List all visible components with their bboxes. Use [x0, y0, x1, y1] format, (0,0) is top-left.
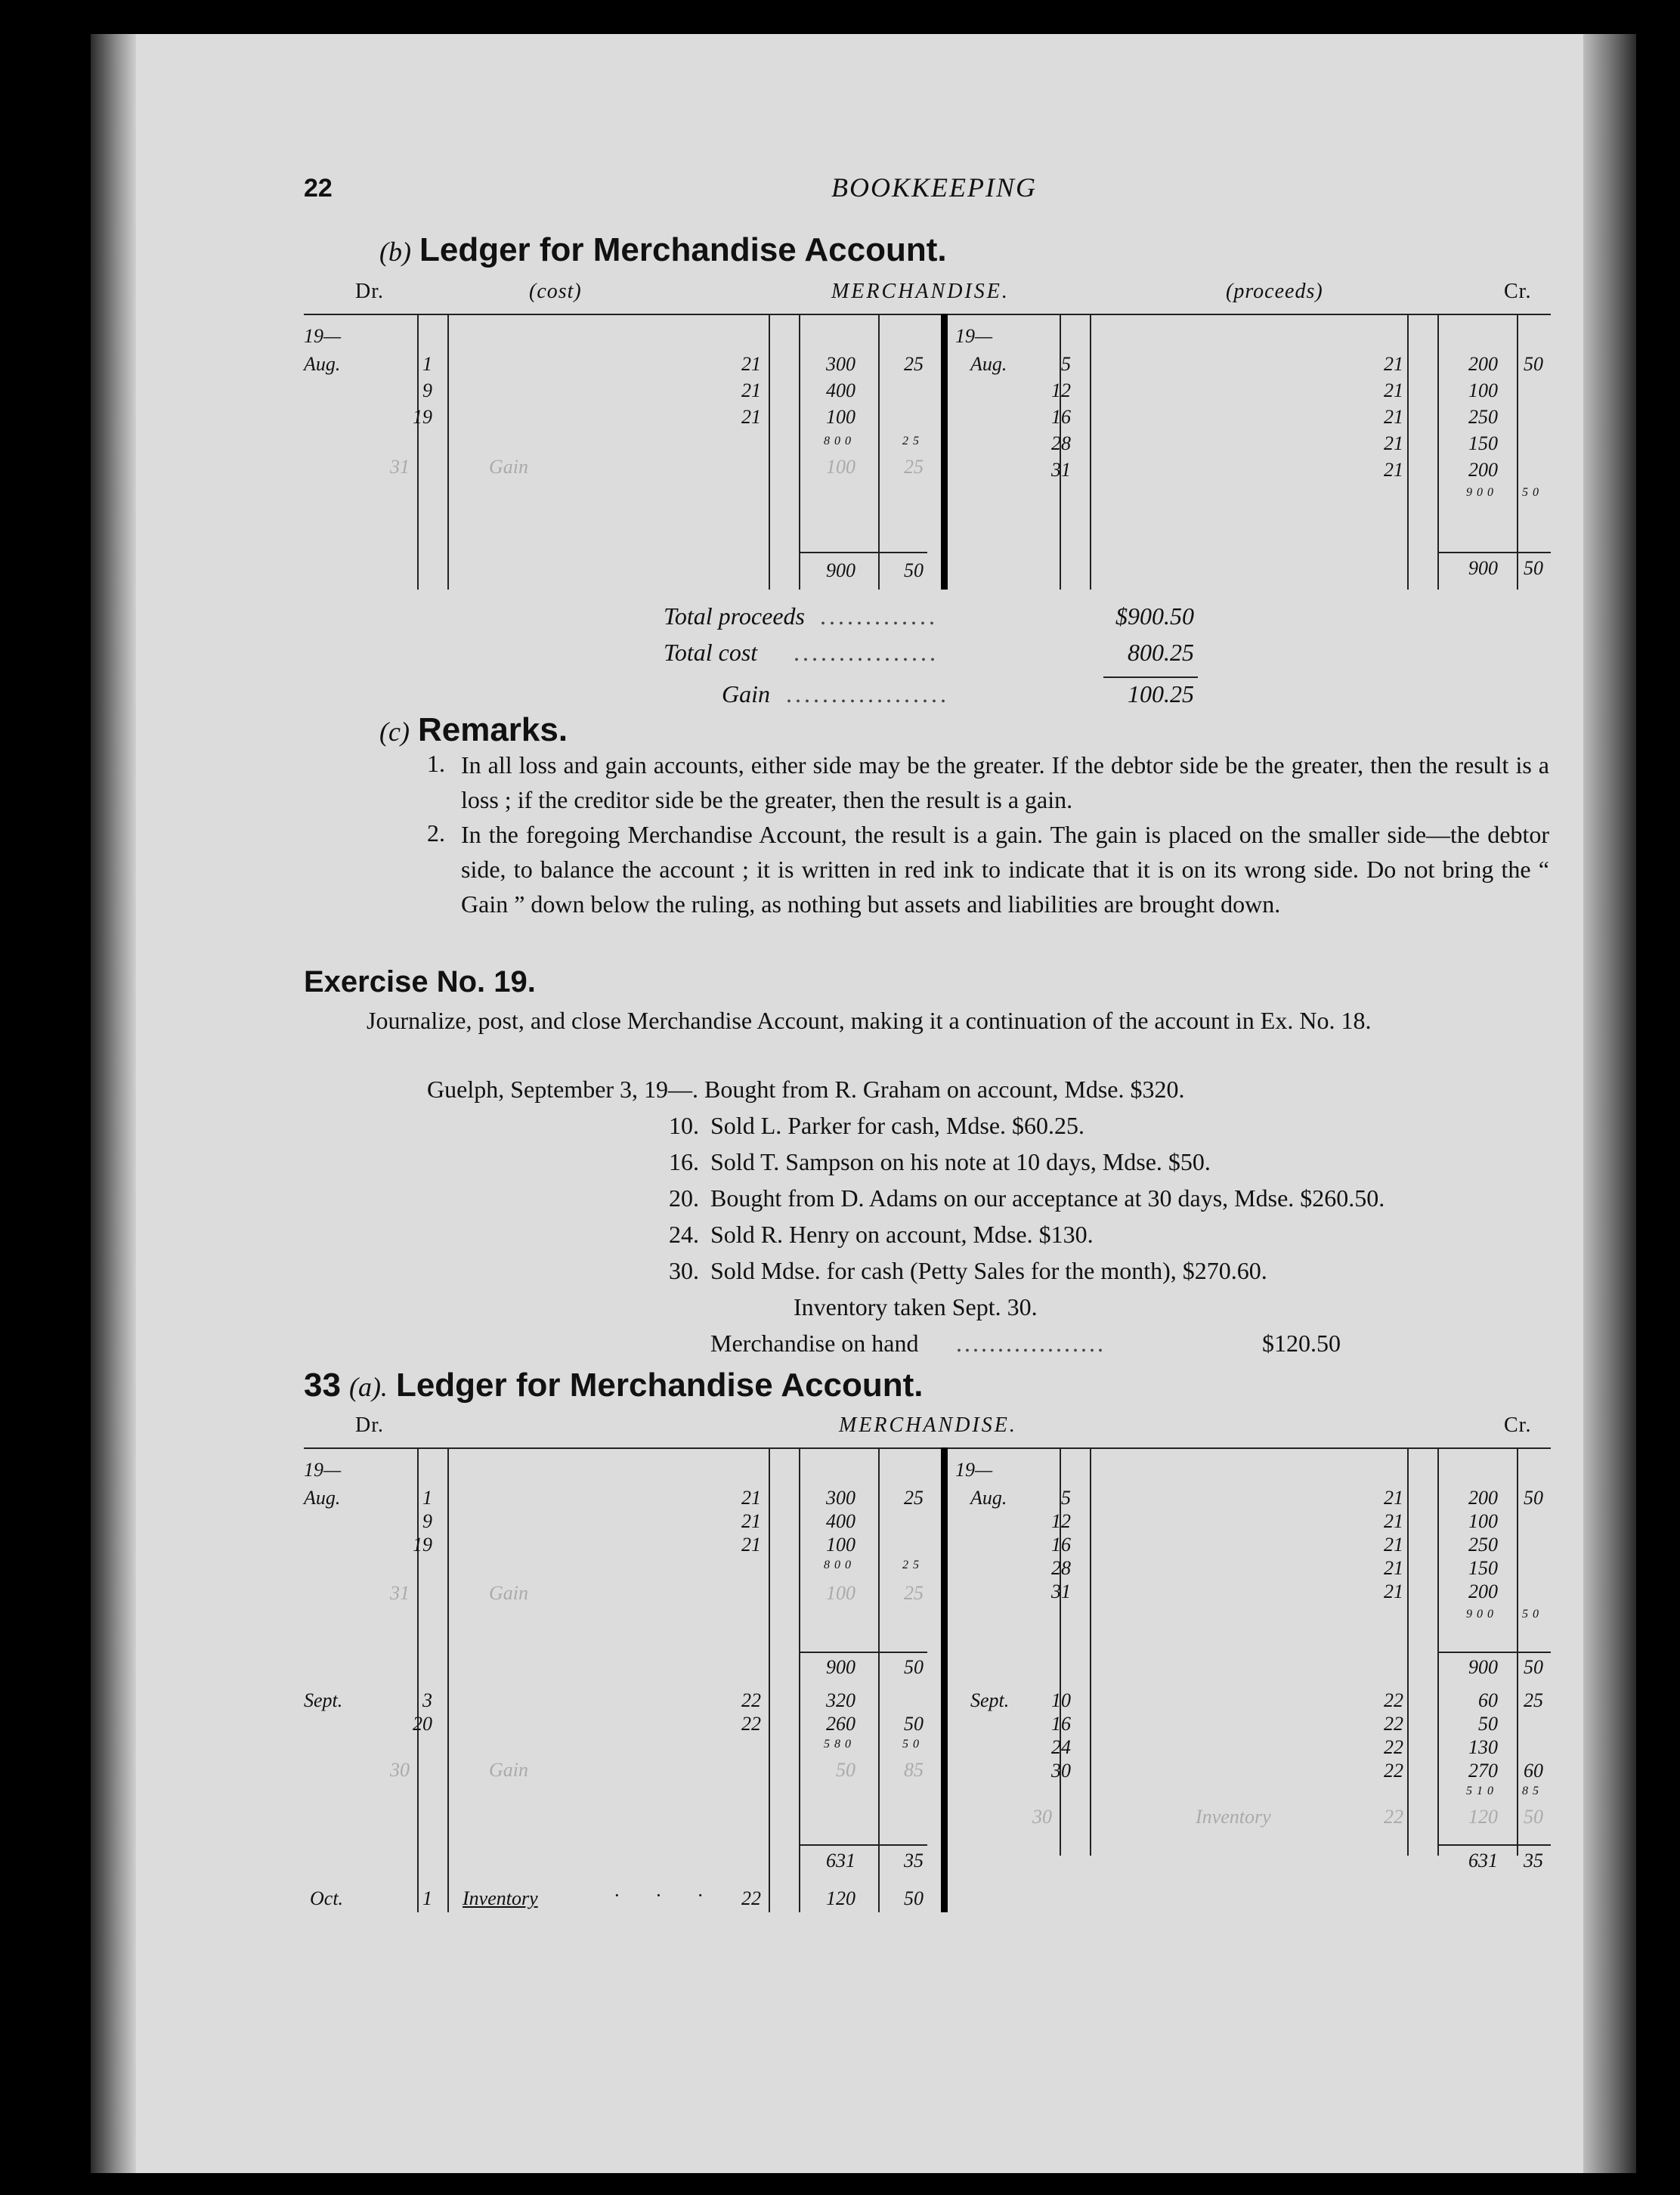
- inventory-label: Inventory: [1196, 1806, 1271, 1828]
- cr-label: Cr.: [1504, 1413, 1532, 1437]
- ledger-dollars: 260: [826, 1713, 855, 1735]
- ledger-folio: 21: [741, 353, 761, 375]
- ledger-subtotal: 900: [1466, 1608, 1498, 1621]
- section-c-heading: [379, 711, 568, 749]
- ledger-day: 24: [1051, 1736, 1071, 1758]
- summary-label: Total cost: [664, 639, 758, 666]
- month-right: Sept.: [970, 1689, 1010, 1711]
- ledger-dollars: 200: [1468, 1487, 1498, 1509]
- ledger-folio: 22: [1384, 1713, 1403, 1735]
- ledger-folio: 21: [1384, 1510, 1403, 1532]
- ledger-subtotal: 800: [824, 435, 855, 447]
- month-left: Aug.: [304, 353, 341, 375]
- ledger-dollars: 100: [826, 406, 855, 428]
- gain-cents: 25: [904, 456, 924, 478]
- ledger-cents: 50: [1524, 1487, 1543, 1509]
- ledger-folio: 22: [741, 1887, 761, 1909]
- ledger-folio: 22: [1384, 1689, 1403, 1711]
- ledger-total-cents: 50: [904, 559, 924, 581]
- ledger-folio: 22: [1384, 1736, 1403, 1758]
- section-b-marker: (b): [379, 237, 411, 267]
- ledger-total-cents: 50: [1524, 557, 1543, 579]
- year-left: 19—: [304, 325, 342, 347]
- proceeds-label: (proceeds): [1226, 280, 1323, 303]
- ledger-folio: 21: [741, 1487, 761, 1509]
- ledger-dollars: 400: [826, 1510, 855, 1532]
- ledger-subtotal-cents: 50: [902, 1738, 924, 1751]
- ledger-dollars: 400: [826, 379, 855, 401]
- ledger-day: 5: [1061, 1487, 1071, 1509]
- summary-label: Total proceeds: [664, 602, 805, 630]
- ledger-dollars: 150: [1468, 432, 1498, 454]
- dot-leader: ................: [794, 639, 939, 666]
- gain-dollars: 50: [836, 1759, 855, 1781]
- ledger-day: 16: [1051, 406, 1071, 428]
- dot-leader: · · ·: [614, 1884, 719, 1906]
- ledger-33: [304, 1447, 1551, 1912]
- ledger-subtotal: 900: [1466, 486, 1498, 499]
- ledger-day: 9: [422, 1510, 432, 1532]
- ledger-cents: 25: [904, 1487, 924, 1509]
- ledger-day: 1: [422, 1887, 432, 1909]
- ledger-dollars: 200: [1468, 353, 1498, 375]
- section-c-title: Remarks.: [417, 711, 568, 748]
- gain-label: Gain: [489, 1759, 528, 1781]
- month-right: Aug.: [970, 1487, 1007, 1509]
- ledger-dollars: 50: [1478, 1713, 1498, 1735]
- ledger-subtotal: 800: [824, 1559, 855, 1571]
- remark-1: In all loss and gain accounts, either side may be the greater. If the debtor side be the greater, then the result is a loss ; if the creditor side be the greater, then the result is a gain.: [461, 751, 1549, 813]
- account-name: MERCHANDISE.: [831, 280, 1010, 303]
- year-right: 19—: [955, 1459, 993, 1481]
- dot-leader: ..................: [956, 1330, 1106, 1357]
- ledger-dollars: 100: [826, 1534, 855, 1556]
- ledger-cents: 50: [904, 1713, 924, 1735]
- ledger-folio: 21: [741, 1510, 761, 1532]
- ledger-subtotal-cents: 85: [1522, 1785, 1543, 1797]
- month-left: Sept.: [304, 1689, 343, 1711]
- ledger-cents: 50: [904, 1887, 924, 1909]
- inventory-day: 30: [1032, 1806, 1052, 1828]
- ledger-day: 16: [1051, 1534, 1071, 1556]
- ledger-cents: 50: [1524, 353, 1543, 375]
- ledger-folio: 22: [741, 1713, 761, 1735]
- ledger-day: 20: [413, 1713, 432, 1735]
- dr-label: Dr.: [355, 1413, 384, 1437]
- ledger-dollars: 60: [1478, 1689, 1498, 1711]
- ledger-day: 19: [413, 1534, 432, 1556]
- exercise-title: Exercise No. 19.: [304, 965, 536, 998]
- ledger-day: 1: [422, 1487, 432, 1509]
- cr-label: Cr.: [1504, 280, 1532, 303]
- gain-dollars: 100: [826, 456, 855, 478]
- section-33-marker: (a).: [348, 1372, 388, 1402]
- dot-leader: .............: [820, 602, 938, 630]
- section-33-heading: [304, 1366, 924, 1404]
- ledger-day: 1: [422, 353, 432, 375]
- ledger-dollars: 200: [1468, 1580, 1498, 1602]
- ledger-folio: 21: [741, 1534, 761, 1556]
- summary-rule: [1103, 676, 1198, 678]
- on-hand-label: Merchandise on hand: [710, 1330, 919, 1357]
- ledger-total: 900: [826, 559, 855, 581]
- ledger-folio: 21: [741, 406, 761, 428]
- gain-day: 30: [390, 1759, 410, 1781]
- ledger-dollars: 100: [1468, 379, 1498, 401]
- ledger-day: 28: [1051, 1557, 1071, 1579]
- dot-leader: ..................: [786, 680, 949, 707]
- ledger-dollars: 130: [1468, 1736, 1498, 1758]
- ledger-subtotal-cents: 25: [902, 1559, 924, 1571]
- section-b-title: Ledger for Merchandise Account.: [419, 231, 947, 268]
- gain-cents: 85: [904, 1759, 924, 1781]
- remark-number: 1.: [427, 750, 445, 777]
- ledger-cents: 25: [904, 353, 924, 375]
- ledger-dollars: 100: [1468, 1510, 1498, 1532]
- account-name: MERCHANDISE.: [839, 1413, 1017, 1437]
- ledger-day: 31: [1051, 1580, 1071, 1602]
- ledger-folio: 21: [1384, 379, 1403, 401]
- month-left: Oct.: [310, 1887, 344, 1909]
- page-edge-shadow: [1583, 34, 1636, 2173]
- gain-cents: 25: [904, 1582, 924, 1604]
- ledger-day: 3: [422, 1689, 432, 1711]
- ledger-folio: 21: [1384, 1580, 1403, 1602]
- ledger-dollars: 120: [826, 1887, 855, 1909]
- remark-number: 2.: [427, 819, 445, 847]
- ledger-total-cents: 50: [1524, 1656, 1543, 1678]
- ledger-subtotal: 510: [1466, 1785, 1498, 1797]
- ledger-folio: 22: [1384, 1760, 1403, 1782]
- gain-day: 31: [390, 1582, 410, 1604]
- page-binding-shadow: [91, 34, 136, 2173]
- month-left: Aug.: [304, 1487, 341, 1509]
- ledger-folio: 21: [1384, 1557, 1403, 1579]
- ledger-dollars: 150: [1468, 1557, 1498, 1579]
- cost-label: (cost): [529, 280, 582, 303]
- month-right: Aug.: [970, 353, 1007, 375]
- ledger-dollars: 200: [1468, 459, 1498, 481]
- page-number: 22: [304, 174, 333, 203]
- ledger-subtotal: 580: [824, 1738, 855, 1751]
- remark-2: In the foregoing Merchandise Account, the result is a gain. The gain is placed on the smaller side—the debtor side, to balance the account ; it is written in red ink to indicate that it is on its wrong side. Do not bring the “ Gain ” down below the ruling, as nothing but assets and liabilities are brought down.: [461, 821, 1549, 918]
- gain-label: Gain: [489, 456, 528, 478]
- section-33-number: 33: [304, 1367, 341, 1404]
- entry-day: 20.: [669, 1184, 699, 1212]
- ledger-day: 30: [1051, 1760, 1071, 1782]
- ledger-b: [304, 314, 1551, 590]
- entry-text: Sold T. Sampson on his note at 10 days, Mdse. $50.: [710, 1148, 1211, 1175]
- ledger-folio: 21: [1384, 406, 1403, 428]
- ledger-dollars: 270: [1468, 1760, 1498, 1782]
- ledger-total: 631: [826, 1850, 855, 1871]
- ledger-folio: 22: [741, 1689, 761, 1711]
- ledger-total: 900: [826, 1656, 855, 1678]
- ledger-folio: 21: [1384, 432, 1403, 454]
- ledger-folio: 21: [1384, 353, 1403, 375]
- section-33-title: Ledger for Merchandise Account.: [395, 1367, 924, 1404]
- ledger-day: 31: [1051, 459, 1071, 481]
- ledger-dollars: 250: [1468, 1534, 1498, 1556]
- entry-text: Sold L. Parker for cash, Mdse. $60.25.: [710, 1112, 1085, 1139]
- section-c-marker: (c): [379, 717, 410, 747]
- ledger-subtotal-cents: 25: [902, 435, 924, 447]
- entry-day: 10.: [669, 1112, 699, 1139]
- running-title: BOOKKEEPING: [831, 172, 1037, 203]
- summary-value: $900.50: [1115, 602, 1194, 630]
- ledger-folio: 21: [1384, 459, 1403, 481]
- ledger-folio: 21: [741, 379, 761, 401]
- ledger-total-cents: 35: [904, 1850, 924, 1871]
- summary-label: Gain: [722, 680, 770, 707]
- ledger-total: 631: [1468, 1850, 1498, 1871]
- ledger-day: 19: [413, 406, 432, 428]
- inventory-folio: 22: [1384, 1806, 1403, 1828]
- ledger-day: 12: [1051, 379, 1071, 401]
- inventory-note: Inventory taken Sept. 30.: [794, 1293, 1038, 1320]
- section-b-heading: [379, 231, 947, 269]
- entry-text: Sold Mdse. for cash (Petty Sales for the month), $270.60.: [710, 1257, 1267, 1284]
- entry-day: 16.: [669, 1148, 699, 1175]
- entry-day: 24.: [669, 1221, 699, 1248]
- ledger-cents: 25: [1524, 1689, 1543, 1711]
- ledger-day: 5: [1061, 353, 1071, 375]
- ledger-dollars: 300: [826, 353, 855, 375]
- ledger-folio: 21: [1384, 1534, 1403, 1556]
- ledger-total: 900: [1468, 557, 1498, 579]
- summary-value: 100.25: [1128, 680, 1194, 707]
- ledger-day: 28: [1051, 432, 1071, 454]
- entry-day: 30.: [669, 1257, 699, 1284]
- exercise-intro: Journalize, post, and close Merchandise Account, making it a continuation of the account in Ex. No. 18.: [367, 1007, 1372, 1034]
- gain-dollars: 100: [826, 1582, 855, 1604]
- summary-value: 800.25: [1128, 639, 1194, 666]
- ledger-folio: 21: [1384, 1487, 1403, 1509]
- on-hand-value: $120.50: [1262, 1330, 1341, 1357]
- ledger-total-cents: 35: [1524, 1850, 1543, 1871]
- ledger-day: 12: [1051, 1510, 1071, 1532]
- ledger-dollars: 300: [826, 1487, 855, 1509]
- ledger-subtotal-cents: 50: [1522, 486, 1543, 499]
- gain-label: Gain: [489, 1582, 528, 1604]
- entry-text: Sold R. Henry on account, Mdse. $130.: [710, 1221, 1094, 1248]
- dr-label: Dr.: [355, 280, 384, 303]
- inventory-cents: 50: [1524, 1806, 1543, 1828]
- ledger-day: 16: [1051, 1713, 1071, 1735]
- oct-inventory-label: Inventory: [463, 1887, 538, 1909]
- inventory-dollars: 120: [1468, 1806, 1498, 1828]
- ledger-total: 900: [1468, 1656, 1498, 1678]
- book-page: [91, 34, 1636, 2173]
- ledger-day: 10: [1051, 1689, 1071, 1711]
- ledger-dollars: 320: [826, 1689, 855, 1711]
- year-right: 19—: [955, 325, 993, 347]
- year-left: 19—: [304, 1459, 342, 1481]
- ledger-dollars: 250: [1468, 406, 1498, 428]
- ledger-day: 9: [422, 379, 432, 401]
- exercise-first-entry: Guelph, September 3, 19—. Bought from R. Graham on account, Mdse. $320.: [427, 1076, 1185, 1103]
- ledger-cents: 60: [1524, 1760, 1543, 1782]
- entry-text: Bought from D. Adams on our acceptance at 30 days, Mdse. $260.50.: [710, 1184, 1385, 1212]
- gain-day: 31: [390, 456, 410, 478]
- ledger-subtotal-cents: 50: [1522, 1608, 1543, 1621]
- ledger-total-cents: 50: [904, 1656, 924, 1678]
